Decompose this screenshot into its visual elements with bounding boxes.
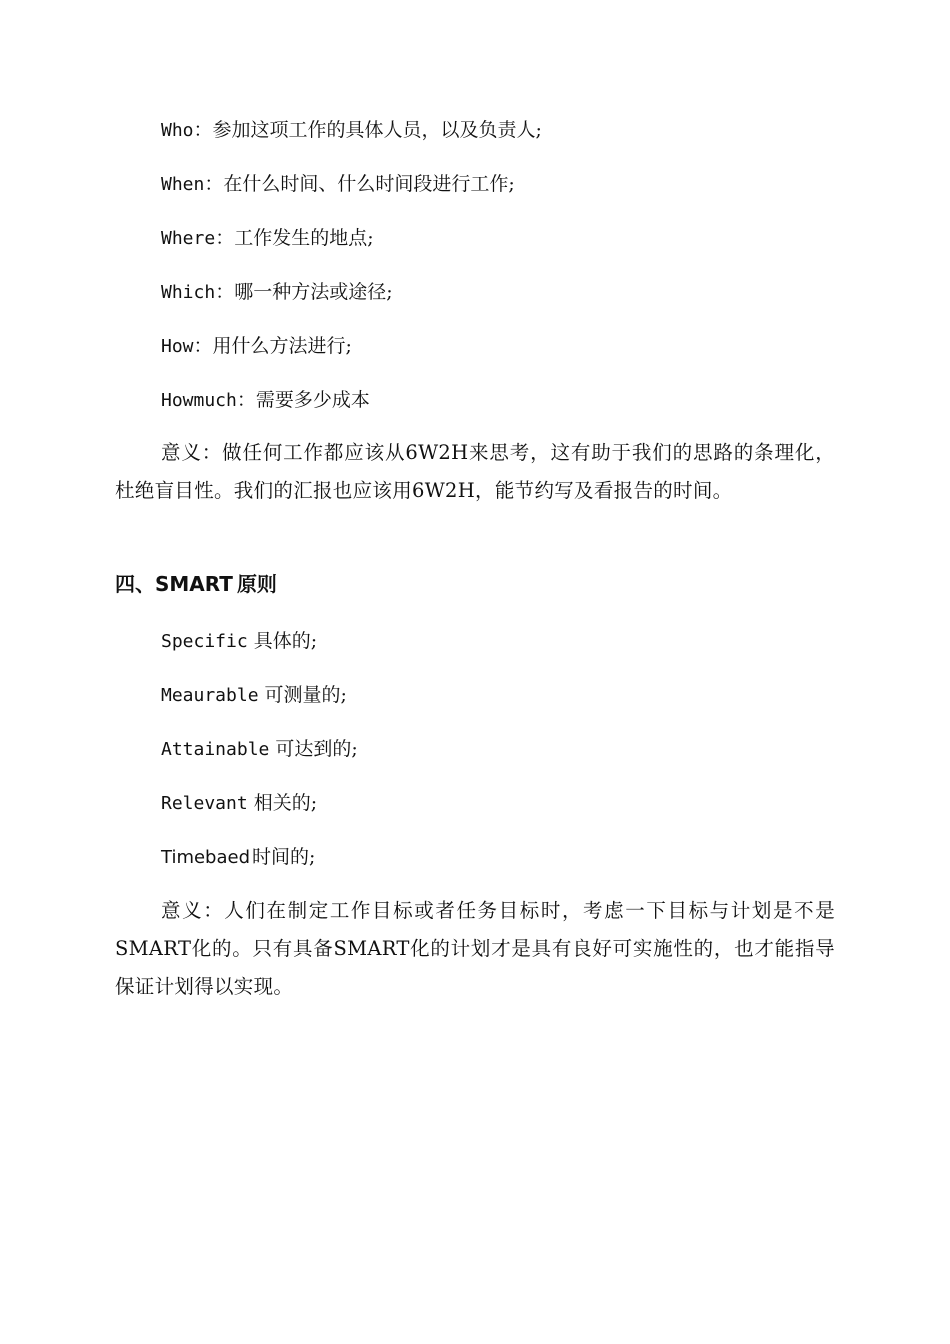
separator: ： <box>215 227 235 249</box>
description: 具体的; <box>253 630 318 652</box>
section3-meaning-paragraph: 意义：做任何工作都应该从6W2H来思考，这有助于我们的思路的条理化，杜绝盲目性。我们的汇报也应该用6W2H，能节约写及看报告的时间。 <box>115 441 835 502</box>
heading-prefix: 四、 <box>115 572 155 596</box>
term: Who <box>161 120 194 141</box>
term: Attainable <box>161 739 270 760</box>
term: Relevant <box>161 793 248 814</box>
heading-latin: SMART <box>155 572 233 596</box>
list-item-relevant <box>161 791 317 816</box>
term: Where <box>161 228 216 249</box>
section4-meaning-paragraph: 意义：人们在制定工作目标或者任务目标时，考虑一下目标与计划是不是SMART化的。只有具备SMART化的计划才是具有良好可实施性的，也才能指导保证计划得以实现。 <box>115 899 835 998</box>
description: 可达到的; <box>275 738 358 760</box>
list-item-how <box>161 334 352 359</box>
list-item-howmuch <box>161 388 370 413</box>
description: 哪一种方法或途径; <box>234 281 393 303</box>
separator: ： <box>193 335 213 357</box>
list-item-meaurable <box>161 683 347 708</box>
term: Specific <box>161 631 248 652</box>
list-item-specific <box>161 629 317 654</box>
list-item-attainable <box>161 737 358 762</box>
separator: ： <box>236 389 256 411</box>
list-item-where <box>161 226 374 251</box>
separator: ： <box>204 173 224 195</box>
separator: ： <box>193 119 213 141</box>
heading-suffix: 原则 <box>236 572 277 596</box>
description: 用什么方法进行; <box>212 335 352 357</box>
description: 需要多少成本 <box>255 389 370 411</box>
description: 参加这项工作的具体人员，以及负责人; <box>212 119 542 141</box>
list-item-who <box>161 118 542 143</box>
term: Timebaed <box>161 847 251 868</box>
term: How <box>161 336 194 357</box>
separator: ： <box>215 281 235 303</box>
list-item-timebaed <box>161 845 315 870</box>
term: When <box>161 174 205 195</box>
description: 在什么时间、什么时间段进行工作; <box>223 173 515 195</box>
list-item-when <box>161 172 515 197</box>
list-item-which <box>161 280 393 305</box>
term: Which <box>161 282 216 303</box>
section4-heading <box>115 571 277 597</box>
description: 可测量的; <box>264 684 347 706</box>
description: 工作发生的地点; <box>234 227 374 249</box>
term: Meaurable <box>161 685 259 706</box>
term: Howmuch <box>161 390 237 411</box>
description: 时间的; <box>252 846 316 868</box>
description: 相关的; <box>253 792 318 814</box>
